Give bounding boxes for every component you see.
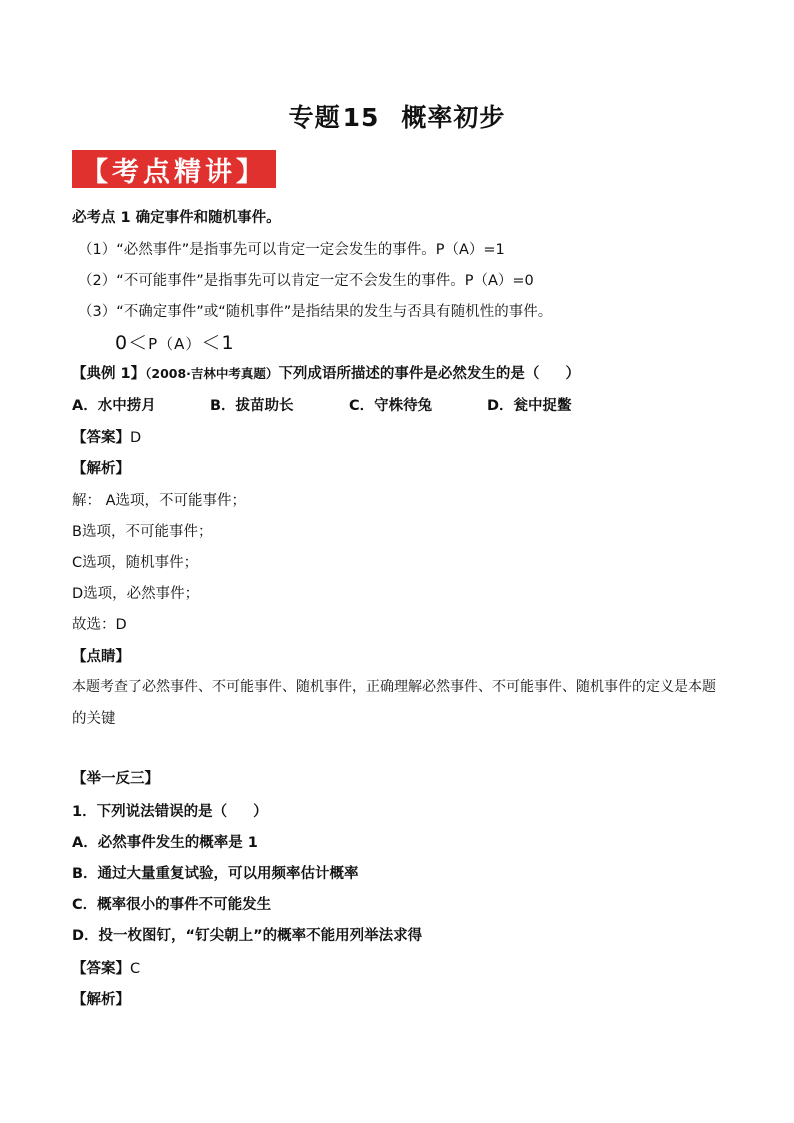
practice-option-d: D．投一枚图钉，“钉尖朝上”的概率不能用列举法求得 <box>72 928 423 944</box>
page-title <box>0 98 794 134</box>
example-option-d: D．瓮中捉鳖 <box>487 398 572 414</box>
practice-question-text: 1．下列说法错误的是（ <box>72 804 228 820</box>
example-analysis-label: 【解析】 <box>72 461 130 477</box>
example-option-a: A．水中捞月 <box>72 398 156 414</box>
practice-answer-label: 【答案】 <box>72 961 130 977</box>
example-analysis-line-1: 解： A选项，不可能事件； <box>72 493 247 509</box>
title-number: 15 <box>342 103 380 132</box>
banner-text: 【考点精讲】 <box>81 156 267 188</box>
example-comment-line-2: 的关键 <box>72 711 116 727</box>
practice-option-a: A．必然事件发生的概率是 1 <box>72 835 258 851</box>
formula-less-than-1: ＜ <box>128 332 149 354</box>
title-topic: 概率初步 <box>401 103 506 132</box>
example-option-c: C．守株待兔 <box>349 398 433 414</box>
practice-option-b: B．通过大量重复试验，可以用频率估计概率 <box>72 866 359 882</box>
example-analysis-line-5: 故选：D <box>72 617 127 633</box>
section-banner <box>72 150 276 188</box>
keypoint-item-2: （2）“不可能事件”是指事先可以肯定一定不会发生的事件。P（A）=0 <box>78 273 534 289</box>
formula-pa: P（A） <box>148 335 202 353</box>
example-label: 【典例 1】 <box>72 366 146 382</box>
title-prefix: 专题 <box>288 103 341 132</box>
example-answer <box>72 426 141 447</box>
probability-range-formula <box>115 328 235 355</box>
practice-option-c: C．概率很小的事件不可能发生 <box>72 897 272 913</box>
example-answer-value: D <box>130 430 142 446</box>
practice-analysis-label: 【解析】 <box>72 992 130 1008</box>
practice-label: 【举一反三】 <box>72 771 159 787</box>
example-comment-line-1: 本题考查了必然事件、不可能事件、随机事件，正确理解必然事件、不可能事件、随机事件的定义是本题 <box>72 679 716 695</box>
practice-answer <box>72 957 140 978</box>
practice-answer-value: C <box>130 961 141 977</box>
example-option-b: B．拔苗助长 <box>210 398 294 414</box>
example-analysis-line-3: C选项，随机事件； <box>72 555 199 571</box>
keypoint-item-3: （3）“不确定事件”或“随机事件”是指结果的发生与否具有随机性的事件。 <box>78 304 553 320</box>
example-question <box>72 362 580 383</box>
example-comment-label: 【点睛】 <box>72 649 130 665</box>
example-question-text: 下列成语所描述的事件是必然发生的是（ <box>278 366 540 382</box>
example-analysis-line-2: B选项，不可能事件； <box>72 524 213 540</box>
practice-question <box>72 800 268 821</box>
example-source: （2008·吉林中考真题） <box>145 366 279 381</box>
example-question-close: ） <box>565 366 580 382</box>
keypoint-item-1: （1）“必然事件”是指事先可以肯定一定会发生的事件。P（A）=1 <box>78 242 505 258</box>
formula-one: 1 <box>221 332 235 354</box>
example-answer-label: 【答案】 <box>72 430 130 446</box>
formula-zero: 0 <box>115 332 129 354</box>
practice-question-close: ） <box>253 804 268 820</box>
example-analysis-line-4: D选项，必然事件； <box>72 586 200 602</box>
formula-less-than-2: ＜ <box>201 332 222 354</box>
keypoint-heading: 必考点 1 确定事件和随机事件。 <box>72 210 281 226</box>
